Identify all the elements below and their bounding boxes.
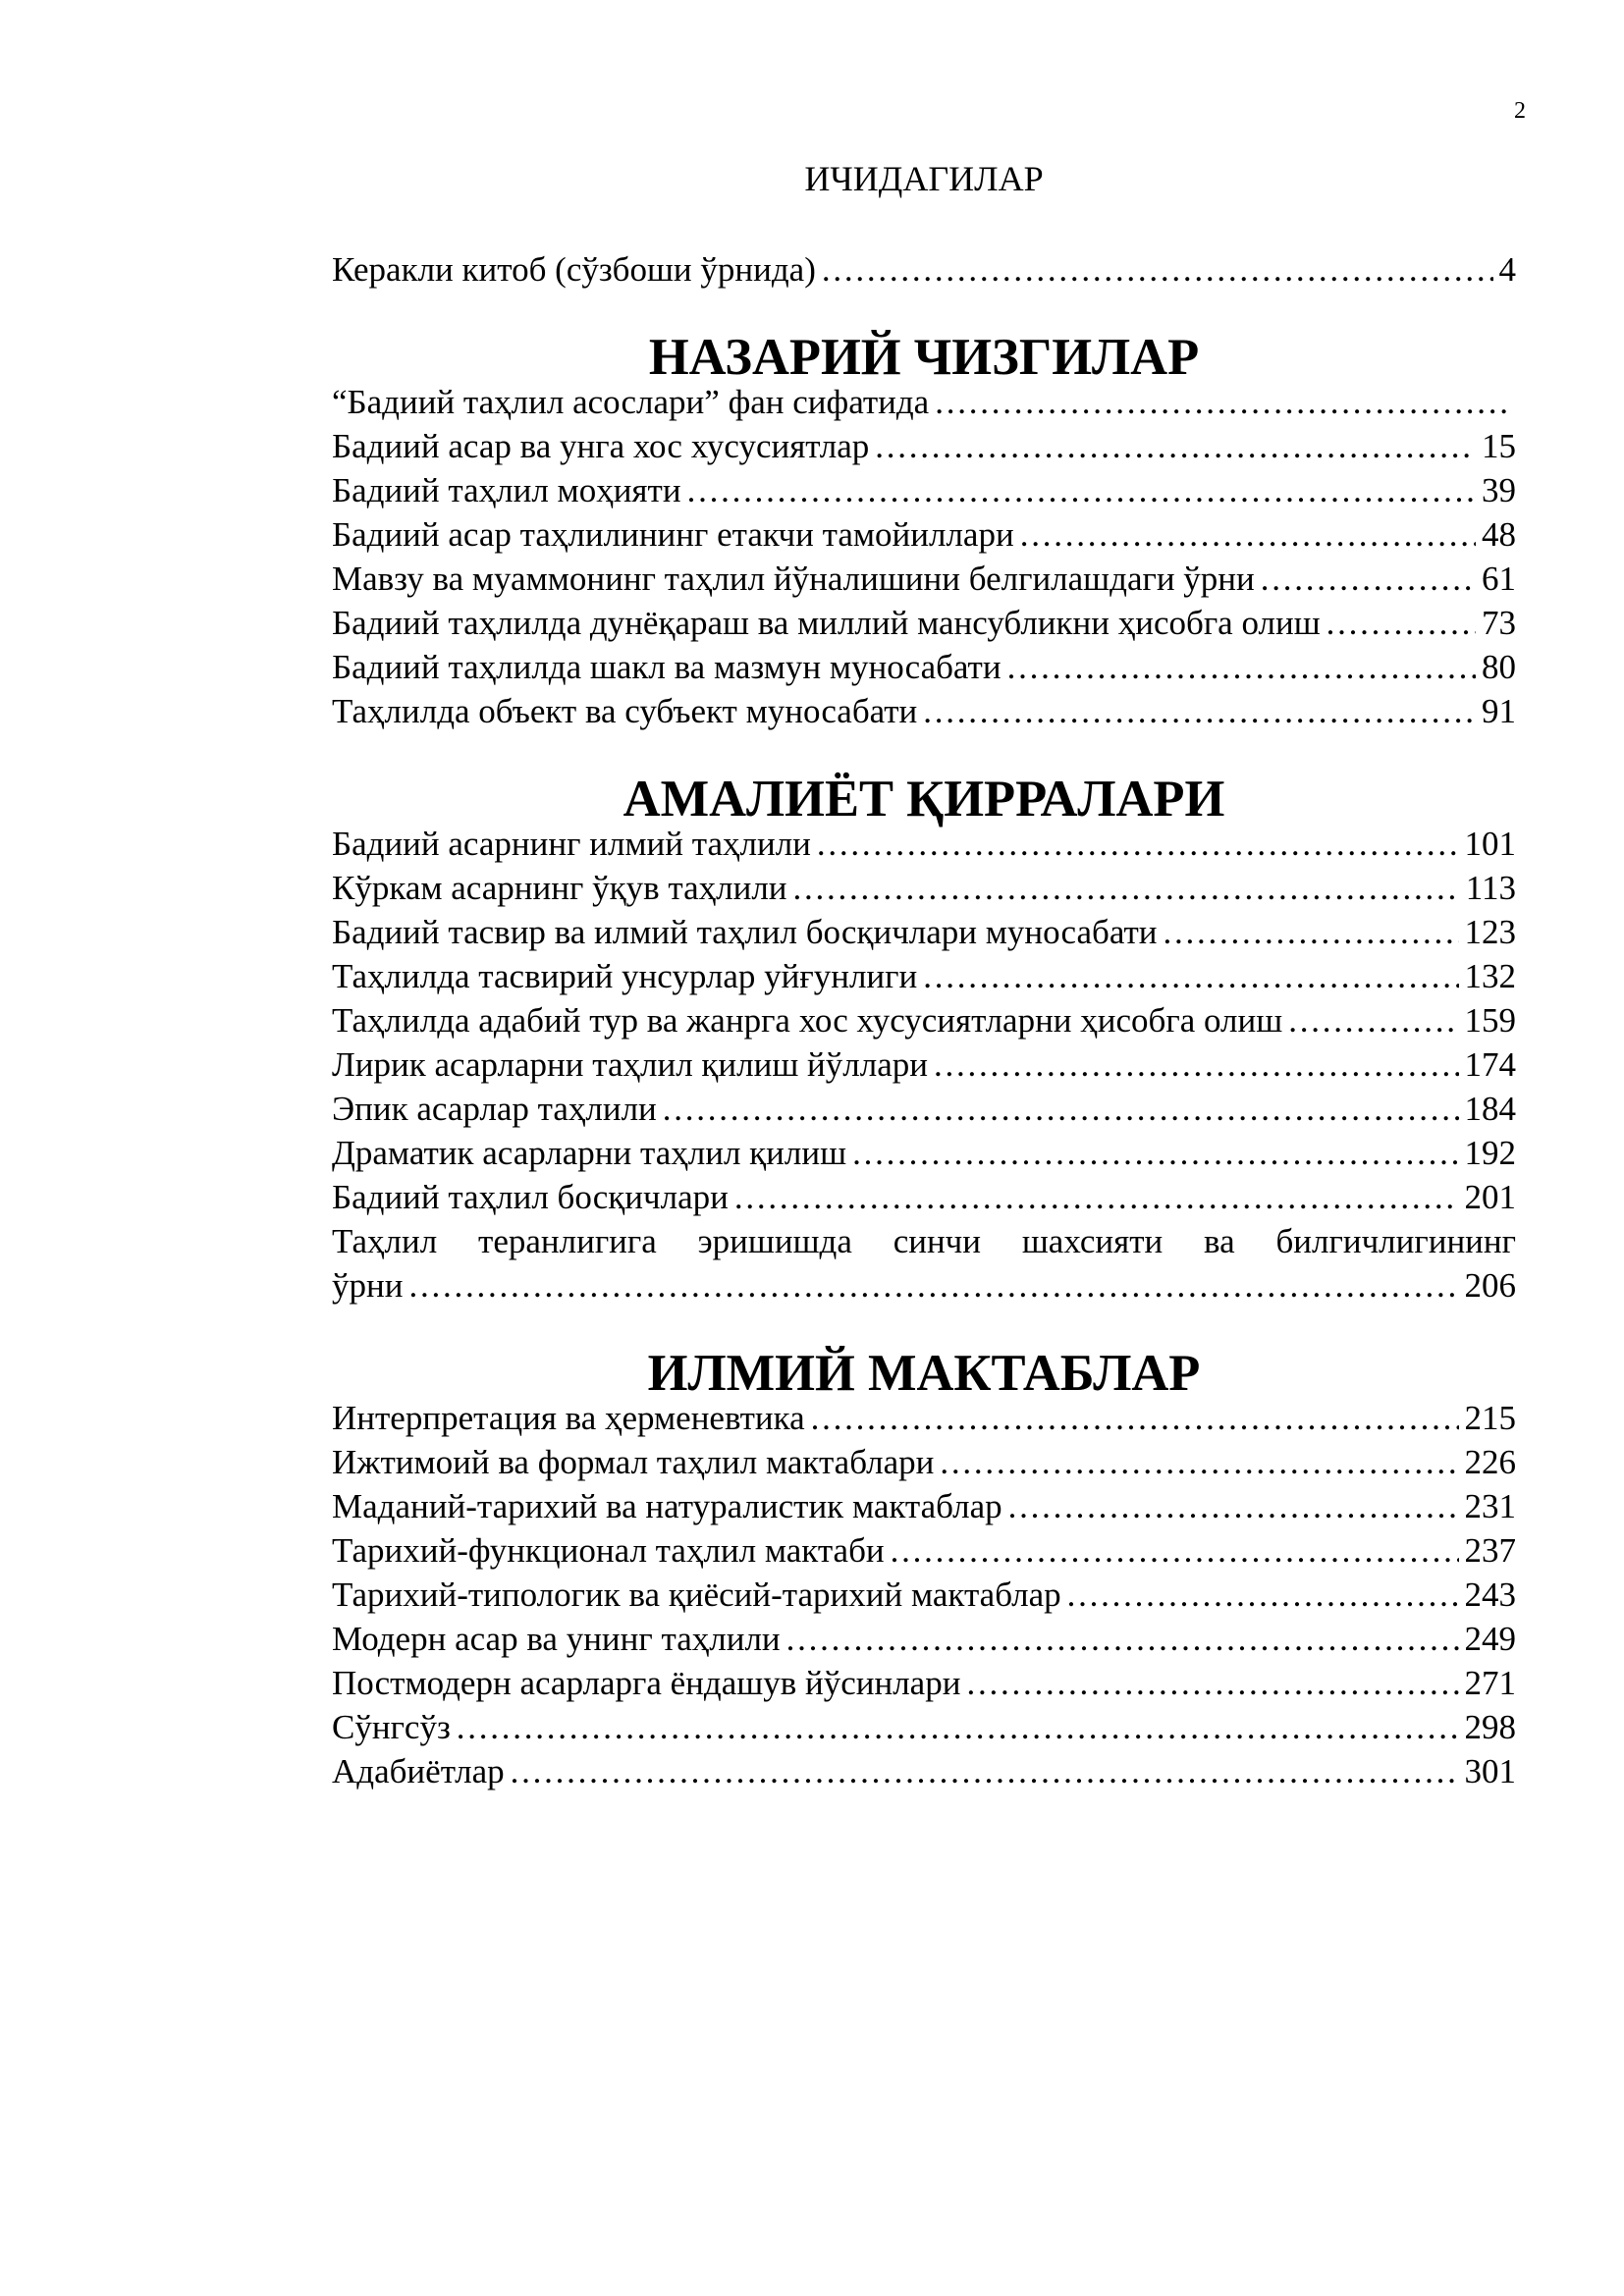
toc-entry-page: 237 [1464,1531,1516,1570]
toc-entry-page: 48 [1482,515,1516,554]
page-number: 2 [1514,98,1526,124]
toc-entry[interactable] [332,512,1516,557]
toc-entry[interactable] [332,1042,1516,1087]
toc-entry[interactable] [332,822,1516,866]
toc-entry-title: Бадиий асар ва унга хос хусусиятлар [332,427,870,465]
dot-leader [923,954,1458,998]
toc-entry-title: Модерн асар ва унинг таҳлили [332,1620,781,1658]
toc-entry-title: Бадиий таҳлил моҳияти [332,471,681,509]
toc-entry-page: 4 [1498,250,1516,289]
toc-entry-title: Сўнгсўз [332,1708,451,1746]
toc-entry[interactable] [332,380,1516,424]
toc-entry-title: Драматик асарларни таҳлил қилиш [332,1134,847,1172]
dot-leader [734,1175,1459,1219]
toc-entry[interactable] [332,1705,1516,1749]
toc-entry-page: 231 [1464,1487,1516,1525]
toc-entry-title: Адабиётлар [332,1752,505,1790]
dot-leader [457,1705,1459,1749]
dot-leader [687,468,1476,512]
toc-entry-page: 243 [1464,1575,1516,1614]
toc-entry-long-line1[interactable]: Таҳлил теранлигига эришишда синчи шахсияти ва билгичлигининг [332,1222,1516,1260]
toc-entry[interactable] [332,1749,1516,1793]
dot-leader [923,689,1476,733]
toc-entry-title: Бадиий таҳлилда дунёқараш ва миллий мансубликни ҳисобга олиш [332,604,1321,642]
dot-leader [1288,998,1458,1042]
toc-entry[interactable] [332,601,1516,645]
toc-entry-title: Таҳлилда адабий тур ва жанрга хос хусусиятларни ҳисобга олиш [332,1001,1283,1040]
toc-entry-title: Бадиий таҳлилда шакл ва мазмун муносабати [332,648,1001,686]
dot-leader [1020,512,1476,557]
toc-entry-page: 215 [1464,1399,1516,1437]
toc-entry-title: Таҳлилда тасвирий унсурлар уйғунлиги [332,957,918,995]
dot-leader [817,822,1459,866]
dot-leader [1008,1484,1459,1528]
toc-entry-title: Таҳлилда объект ва субъект муносабати [332,692,918,730]
toc-entry-page: 192 [1464,1134,1516,1172]
toc-entry-title: Маданий-тарихий ва натуралистик мактаблар [332,1487,1002,1525]
toc-entry[interactable] [332,1440,1516,1484]
toc-entry[interactable] [332,1617,1516,1661]
toc-entry-page: 206 [1464,1266,1516,1305]
toc-entry-page: 201 [1464,1178,1516,1216]
toc-entry-title: Бадиий таҳлил босқичлари [332,1178,729,1216]
toc-entry-title: Интерпретация ва ҳерменевтика [332,1399,805,1437]
toc-entry[interactable] [332,1087,1516,1131]
toc-entry[interactable] [332,645,1516,689]
toc-entry-page: 174 [1464,1045,1516,1084]
toc-entry-title: Мавзу ва муаммонинг таҳлил йўналишини белгилашдаги ўрни [332,560,1255,598]
toc-entry-page: 184 [1464,1090,1516,1128]
toc-entry-page: 61 [1482,560,1516,598]
toc-entry[interactable] [332,1396,1516,1440]
toc-entry-page: 123 [1464,913,1516,951]
dot-leader [511,1749,1459,1793]
toc-entry-title: Постмодерн асарларга ёндашув йўсинлари [332,1664,961,1702]
dot-leader [940,1440,1458,1484]
dot-leader [1326,601,1476,645]
toc-entry-page: 298 [1464,1708,1516,1746]
toc-entry-title: Ижтимоий ва формал таҳлил мактаблари [332,1443,935,1481]
section-heading-theory: НАЗАРИЙ ЧИЗГИЛАР [648,329,1200,386]
toc-entry[interactable] [332,998,1516,1042]
toc-entry[interactable] [332,557,1516,601]
toc-entry-title: Керакли китоб (сўзбоши ўрнида) [332,250,816,289]
dot-leader [793,866,1460,910]
dot-leader [1164,910,1459,954]
section-heading-schools: ИЛМИЙ МАКТАБЛАР [647,1345,1201,1402]
dot-leader [966,1661,1458,1705]
toc-entry[interactable] [332,689,1516,733]
toc-entry-title: Лирик асарларни таҳлил қилиш йўллари [332,1045,928,1084]
toc-entry-page: 132 [1464,957,1516,995]
toc-entry[interactable] [332,1131,1516,1175]
toc-entry-title: Тарихий-типологик ва қиёсий-тарихий мактаблар [332,1575,1061,1614]
table-of-contents [332,157,1516,1793]
toc-title: ИЧИДАГИЛАР [804,159,1044,198]
toc-entry[interactable] [332,424,1516,468]
toc-entry-title: “Бадиий таҳлил асослари” фан сифатида [332,383,930,421]
dot-leader [822,247,1493,292]
toc-entry-long-line2[interactable] [332,1263,1516,1308]
toc-entry[interactable] [332,1528,1516,1573]
toc-entry-title: Бадиий асар таҳлилининг етакчи тамойиллари [332,515,1014,554]
dot-leader [811,1396,1459,1440]
toc-entry-page: 271 [1464,1664,1516,1702]
dot-leader [1007,645,1476,689]
toc-entry[interactable] [332,1661,1516,1705]
toc-entry-title: Эпик асарлар таҳлили [332,1090,657,1128]
toc-entry-page: 101 [1464,825,1516,863]
toc-entry[interactable] [332,1175,1516,1219]
toc-entry-page: 80 [1482,648,1516,686]
toc-entry[interactable] [332,954,1516,998]
toc-entry-page: 226 [1464,1443,1516,1481]
toc-entry-page: 39 [1482,471,1516,509]
toc-entry-title: Кўркам асарнинг ўқув таҳлили [332,869,787,907]
dot-leader [875,424,1476,468]
toc-entry[interactable] [332,1573,1516,1617]
dot-leader [408,1263,1458,1308]
toc-entry-title: Тарихий-функционал таҳлил мактаби [332,1531,885,1570]
dot-leader [663,1087,1459,1131]
toc-entry-page: 159 [1464,1001,1516,1040]
dot-leader [891,1528,1459,1573]
dot-leader [935,380,1510,424]
dot-leader [1067,1573,1459,1617]
toc-entry-page: 73 [1482,604,1516,642]
toc-entry-page: 15 [1482,427,1516,465]
toc-entry-intro[interactable] [332,247,1516,292]
toc-entry-page: 301 [1464,1752,1516,1790]
dot-leader [852,1131,1458,1175]
section-heading-practice: АМАЛИЁТ ҚИРРАЛАРИ [623,771,1225,828]
dot-leader [1261,557,1476,601]
dot-leader [934,1042,1459,1087]
toc-entry-title: Бадиий асарнинг илмий таҳлили [332,825,811,863]
dot-leader [786,1617,1459,1661]
toc-entry[interactable] [332,866,1516,910]
toc-entry[interactable] [332,468,1516,512]
toc-entry-title: ўрни [332,1266,404,1305]
toc-entry-page: 113 [1465,869,1516,907]
toc-entry-page: 249 [1464,1620,1516,1658]
toc-entry[interactable] [332,910,1516,954]
toc-entry-page: 91 [1482,692,1516,730]
toc-entry-title: Бадиий тасвир ва илмий таҳлил босқичлари муносабати [332,913,1158,951]
toc-entry[interactable] [332,1484,1516,1528]
